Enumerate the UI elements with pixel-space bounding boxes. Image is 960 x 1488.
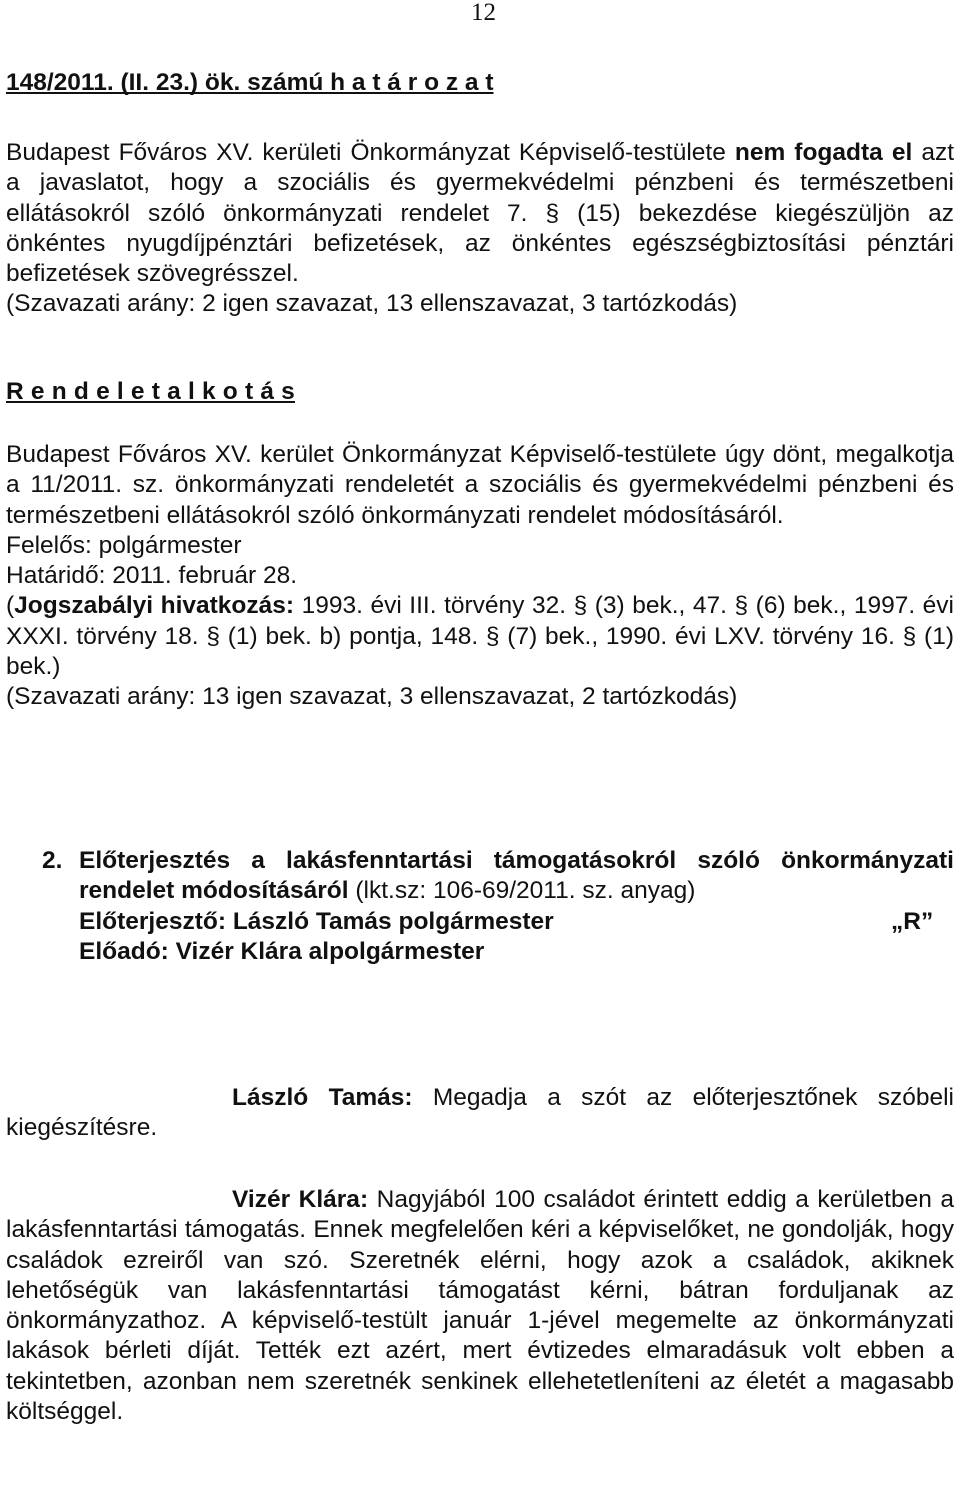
rendelet-text: Budapest Főváros XV. kerület Önkormányzat Képviselő-testülete úgy dönt, megalkotja a 11/2011. sz. önkormányzati rendeletét a szociális és gyermekvédelmi pénzbeni és természetbeni ellátásokról szóló önkormányzati rendelet módosításáról. <box>6 441 954 529</box>
speech-text: Nagyjából 100 családot érintett eddig a kerületben a lakásfenntartási támogatás. Ennek megfelelően kéri a képviselőket, ne gondolják, hogy családok ezreiről van szó. Szeretnék elérni, hogy azok a családok, akiknek lehetőségük van lakásfenntartási támogatást kérni, bátran forduljanak az önkormányzathoz. A képviselő-testült január 1-jével megemelte az önkormányzati lakások bérleti díját. Tették ezt azért, mert évtizedes elmaradásuk volt ebben a tekintetben, azonban nem szeretnék senkinek ellehetetleníteni az életét a magasabb költséggel. <box>6 1186 954 1426</box>
resolution-block <box>6 138 954 320</box>
presenter-row <box>79 907 954 937</box>
legal-open-paren: ( <box>6 592 15 620</box>
resolution-text-c: azt a javaslatot, hogy a szociális és gyermekvédelmi pénzbeni és természetbeni ellátásokról szóló önkormányzati rendelet 7. § (15) bekezdése kiegészüljön az önkéntes nyugdíjpénztári befizetések, az önkéntes egészségbiztosítási pénztári befizetések szövegrésszel. <box>6 139 954 288</box>
agenda-item-title-text: Előterjesztés a lakásfenntartási támogatásokról szóló önkormányzati rendelet módosításáról <box>79 847 954 905</box>
presenter-mark: „R” <box>891 907 934 935</box>
speaker: Előadó: Vizér Klára alpolgármester <box>79 937 485 965</box>
page-number: 12 <box>471 0 496 26</box>
resolution-heading <box>6 68 954 98</box>
speech-vizer-klara <box>6 1185 954 1427</box>
resolution-heading-text: 148/2011. (II. 23.) ök. számú h a t á r o z a t <box>6 69 494 96</box>
agenda-item-number: 2. <box>42 847 63 874</box>
speech-speaker-name: Vizér Klára: <box>232 1186 369 1213</box>
legal-reference-text: 1993. évi III. törvény 32. § (3) bek., 47. § (6) bek., 1997. évi XXXI. törvény 18. § (1) bek. b) pontja, 148. § (7) bek., 1990. évi LXV. törvény 16. § (1) bek.) <box>6 592 954 681</box>
speech-speaker-name: László Tamás: <box>232 1084 413 1111</box>
rendelet-responsible: Felelős: polgármester <box>6 531 242 559</box>
resolution-text-emphasis: nem fogadta el <box>734 139 913 166</box>
agenda-item-reference: (lkt.sz: 106-69/2011. sz. anyag) <box>348 877 696 905</box>
rendelet-deadline: Határidő: 2011. február 28. <box>6 562 298 590</box>
rendelet-vote: (Szavazati arány: 13 igen szavazat, 3 ellenszavazat, 2 tartózkodás) <box>6 683 738 711</box>
speech-laszlo-tamas <box>6 1083 954 1144</box>
rendelet-legal-reference <box>6 591 954 682</box>
resolution-text-a: Budapest Főváros XV. kerületi Önkormányzat Képviselő-testülete <box>6 139 735 166</box>
agenda-item-body <box>79 846 954 967</box>
agenda-item-title <box>79 846 954 907</box>
resolution-vote: (Szavazati arány: 2 igen szavazat, 13 ellenszavazat, 3 tartózkodás) <box>6 290 738 318</box>
rendelet-block <box>6 440 954 713</box>
rendelet-heading: R e n d e l e t a l k o t á s <box>6 378 295 405</box>
speech-text: Megadja a szót az előterjesztőnek szóbeli kiegészítésre. <box>6 1084 955 1142</box>
resolution-paragraph <box>6 138 954 289</box>
presenter: Előterjesztő: László Tamás polgármester <box>79 907 554 935</box>
legal-reference-label: Jogszabályi hivatkozás: <box>14 592 295 620</box>
